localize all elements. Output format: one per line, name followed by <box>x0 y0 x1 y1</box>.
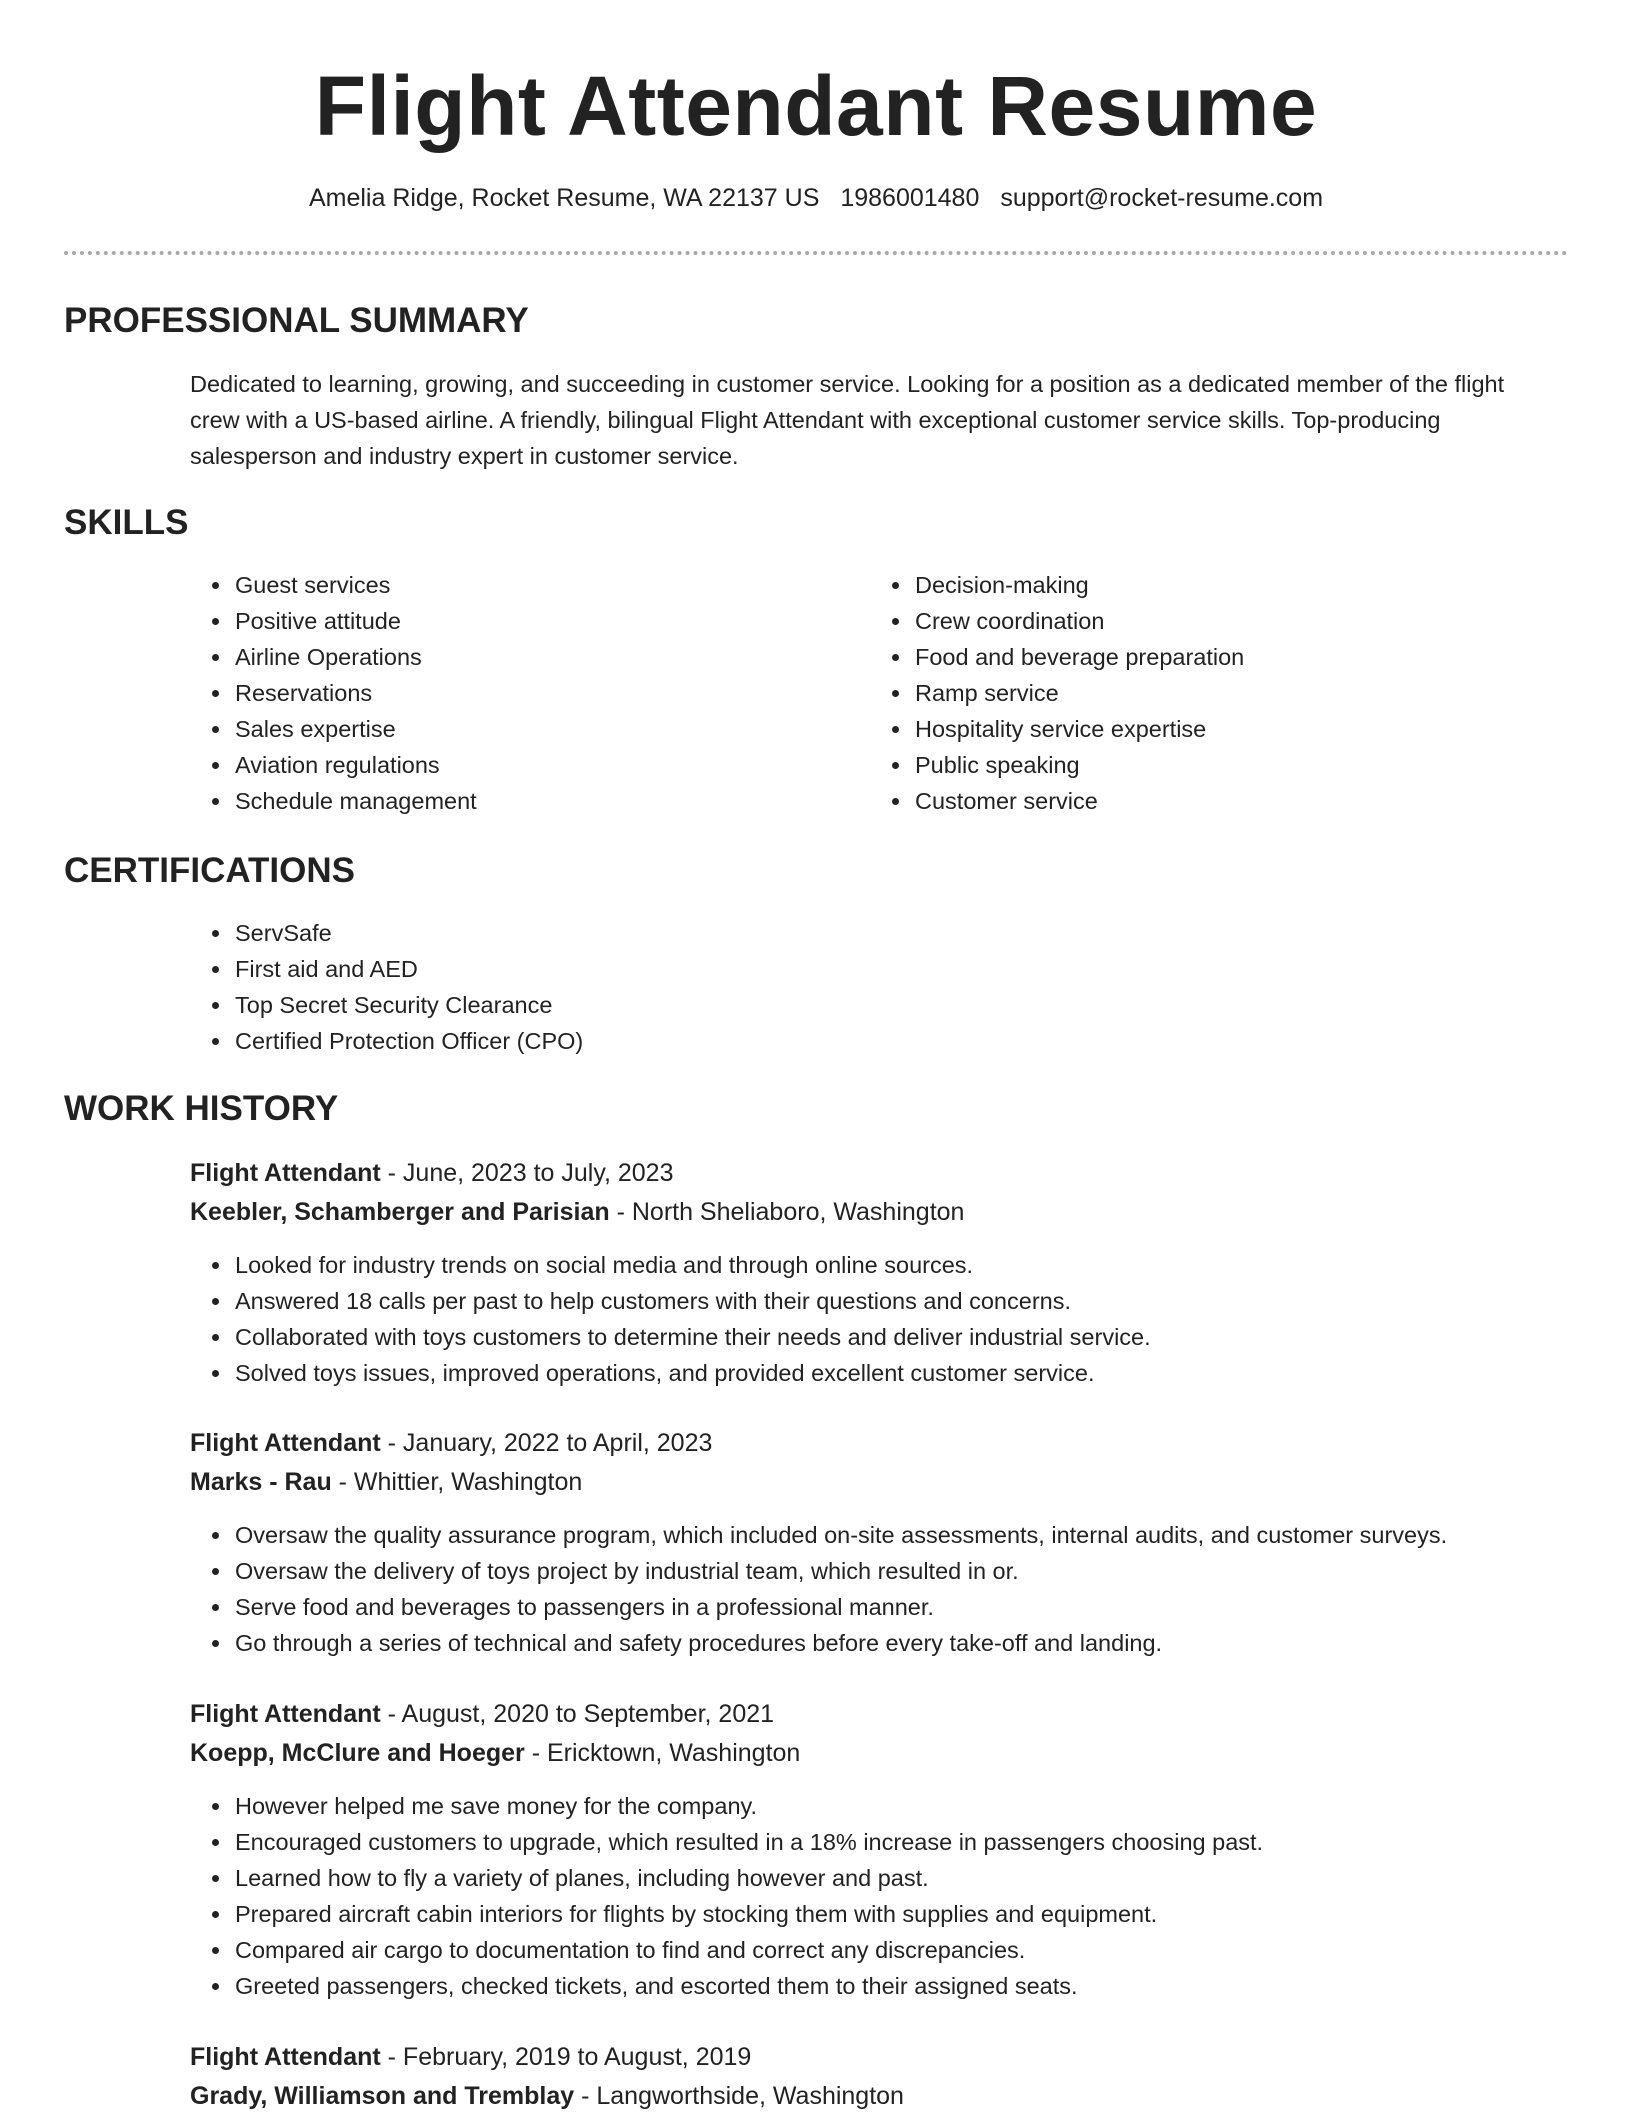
job-title: Flight Attendant <box>190 1700 381 1728</box>
job-title-line <box>190 2038 751 2076</box>
job-duties-list <box>190 1247 1632 1391</box>
list-item: • Certified Protection Officer (CPO) <box>233 1023 1603 1059</box>
list-item: • Reservations <box>233 675 853 711</box>
list-item: • Prepared aircraft cabin interiors for flights by stocking them with supplies and equipment. <box>233 1896 1632 1932</box>
list-item: • Top Secret Security Clearance <box>233 987 1603 1023</box>
job-dates: - June, 2023 to July, 2023 <box>380 1159 674 1187</box>
job-location: - Langworthside, Washington <box>574 2082 904 2110</box>
job-company: Koepp, McClure and Hoeger <box>190 1739 525 1767</box>
list-item: • Food and beverage preparation <box>913 639 1603 675</box>
job-location: - Whittier, Washington <box>331 1468 583 1496</box>
contact-phone: 1986001480 <box>840 184 980 212</box>
skills-list-right <box>870 567 1603 819</box>
job-title: Flight Attendant <box>190 2043 381 2071</box>
list-item: • Greeted passengers, checked tickets, and escorted them to their assigned seats. <box>233 1968 1632 2004</box>
list-item: • Solved toys issues, improved operations, and provided excellent customer service. <box>233 1355 1632 1391</box>
job-title-line <box>190 1695 774 1733</box>
list-item: • Hospitality service expertise <box>913 711 1603 747</box>
job-company-line <box>190 1734 800 1772</box>
contact-email: support@rocket-resume.com <box>1000 184 1324 212</box>
job-company-line <box>190 2077 904 2115</box>
job-location: - North Sheliaboro, Washington <box>609 1198 965 1226</box>
job-company: Grady, Williamson and Tremblay <box>190 2082 575 2110</box>
contact-address: Amelia Ridge, Rocket Resume, WA 22137 US <box>308 184 820 212</box>
list-item: • Oversaw the quality assurance program, which included on-site assessments, internal audits, and customer surveys. <box>233 1517 1632 1553</box>
contact-line <box>0 180 1632 216</box>
job-dates: - August, 2020 to September, 2021 <box>380 1700 775 1728</box>
job-company-line <box>190 1193 964 1231</box>
skills-heading: SKILLS <box>64 503 189 542</box>
list-item: • Public speaking <box>913 747 1603 783</box>
skills-list-left <box>190 567 853 819</box>
list-item: • Aviation regulations <box>233 747 853 783</box>
summary-heading: PROFESSIONAL SUMMARY <box>64 301 529 340</box>
list-item: • Oversaw the delivery of toys project by industrial team, which resulted in or. <box>233 1553 1632 1589</box>
list-item: • Go through a series of technical and safety procedures before every take-off and landing. <box>233 1625 1632 1661</box>
list-item: • Schedule management <box>233 783 853 819</box>
list-item: • Compared air cargo to documentation to find and correct any discrepancies. <box>233 1932 1632 1968</box>
list-item: • Ramp service <box>913 675 1603 711</box>
list-item: • Looked for industry trends on social media and through online sources. <box>233 1247 1632 1283</box>
job-title: Flight Attendant <box>190 1159 381 1187</box>
job-duties-list <box>190 1788 1632 2004</box>
job-company-line <box>190 1463 582 1501</box>
list-item: • Serve food and beverages to passengers in a professional manner. <box>233 1589 1632 1625</box>
list-item: • Guest services <box>233 567 853 603</box>
job-dates: - January, 2022 to April, 2023 <box>380 1429 713 1457</box>
certifications-heading: CERTIFICATIONS <box>64 851 356 890</box>
job-title-line <box>190 1424 712 1462</box>
list-item: • Positive attitude <box>233 603 853 639</box>
job-company: Marks - Rau <box>190 1468 332 1496</box>
list-item: • However helped me save money for the company. <box>233 1788 1632 1824</box>
list-item: • Learned how to fly a variety of planes, including however and past. <box>233 1860 1632 1896</box>
list-item: • Answered 18 calls per past to help customers with their questions and concerns. <box>233 1283 1632 1319</box>
job-location: - Ericktown, Washington <box>524 1739 801 1767</box>
header-divider <box>64 251 1568 255</box>
summary-text: Dedicated to learning, growing, and succeeding in customer service. Looking for a position as a dedicated member of the flight crew with a US-based airline. A friendly, bilingual Flight Attendant with exceptional customer service skills. Top-producing salesperson and industry expert in customer service. <box>190 371 1505 469</box>
list-item: • Customer service <box>913 783 1603 819</box>
job-duties-list <box>190 1517 1632 1661</box>
list-item: • Airline Operations <box>233 639 853 675</box>
job-title: Flight Attendant <box>190 1429 381 1457</box>
list-item: • Crew coordination <box>913 603 1603 639</box>
work-history-heading: WORK HISTORY <box>64 1089 339 1128</box>
list-item: • Decision-making <box>913 567 1603 603</box>
certifications-list <box>190 915 1603 1059</box>
resume-title: Flight Attendant Resume <box>314 59 1318 153</box>
job-dates: - February, 2019 to August, 2019 <box>380 2043 752 2071</box>
list-item: • Encouraged customers to upgrade, which resulted in a 18% increase in passengers choosing past. <box>233 1824 1632 1860</box>
list-item: • Collaborated with toys customers to determine their needs and deliver industrial service. <box>233 1319 1632 1355</box>
list-item: • First aid and AED <box>233 951 1603 987</box>
list-item: • Sales expertise <box>233 711 853 747</box>
list-item: • ServSafe <box>233 915 1603 951</box>
job-title-line <box>190 1154 674 1192</box>
job-company: Keebler, Schamberger and Parisian <box>190 1198 610 1226</box>
